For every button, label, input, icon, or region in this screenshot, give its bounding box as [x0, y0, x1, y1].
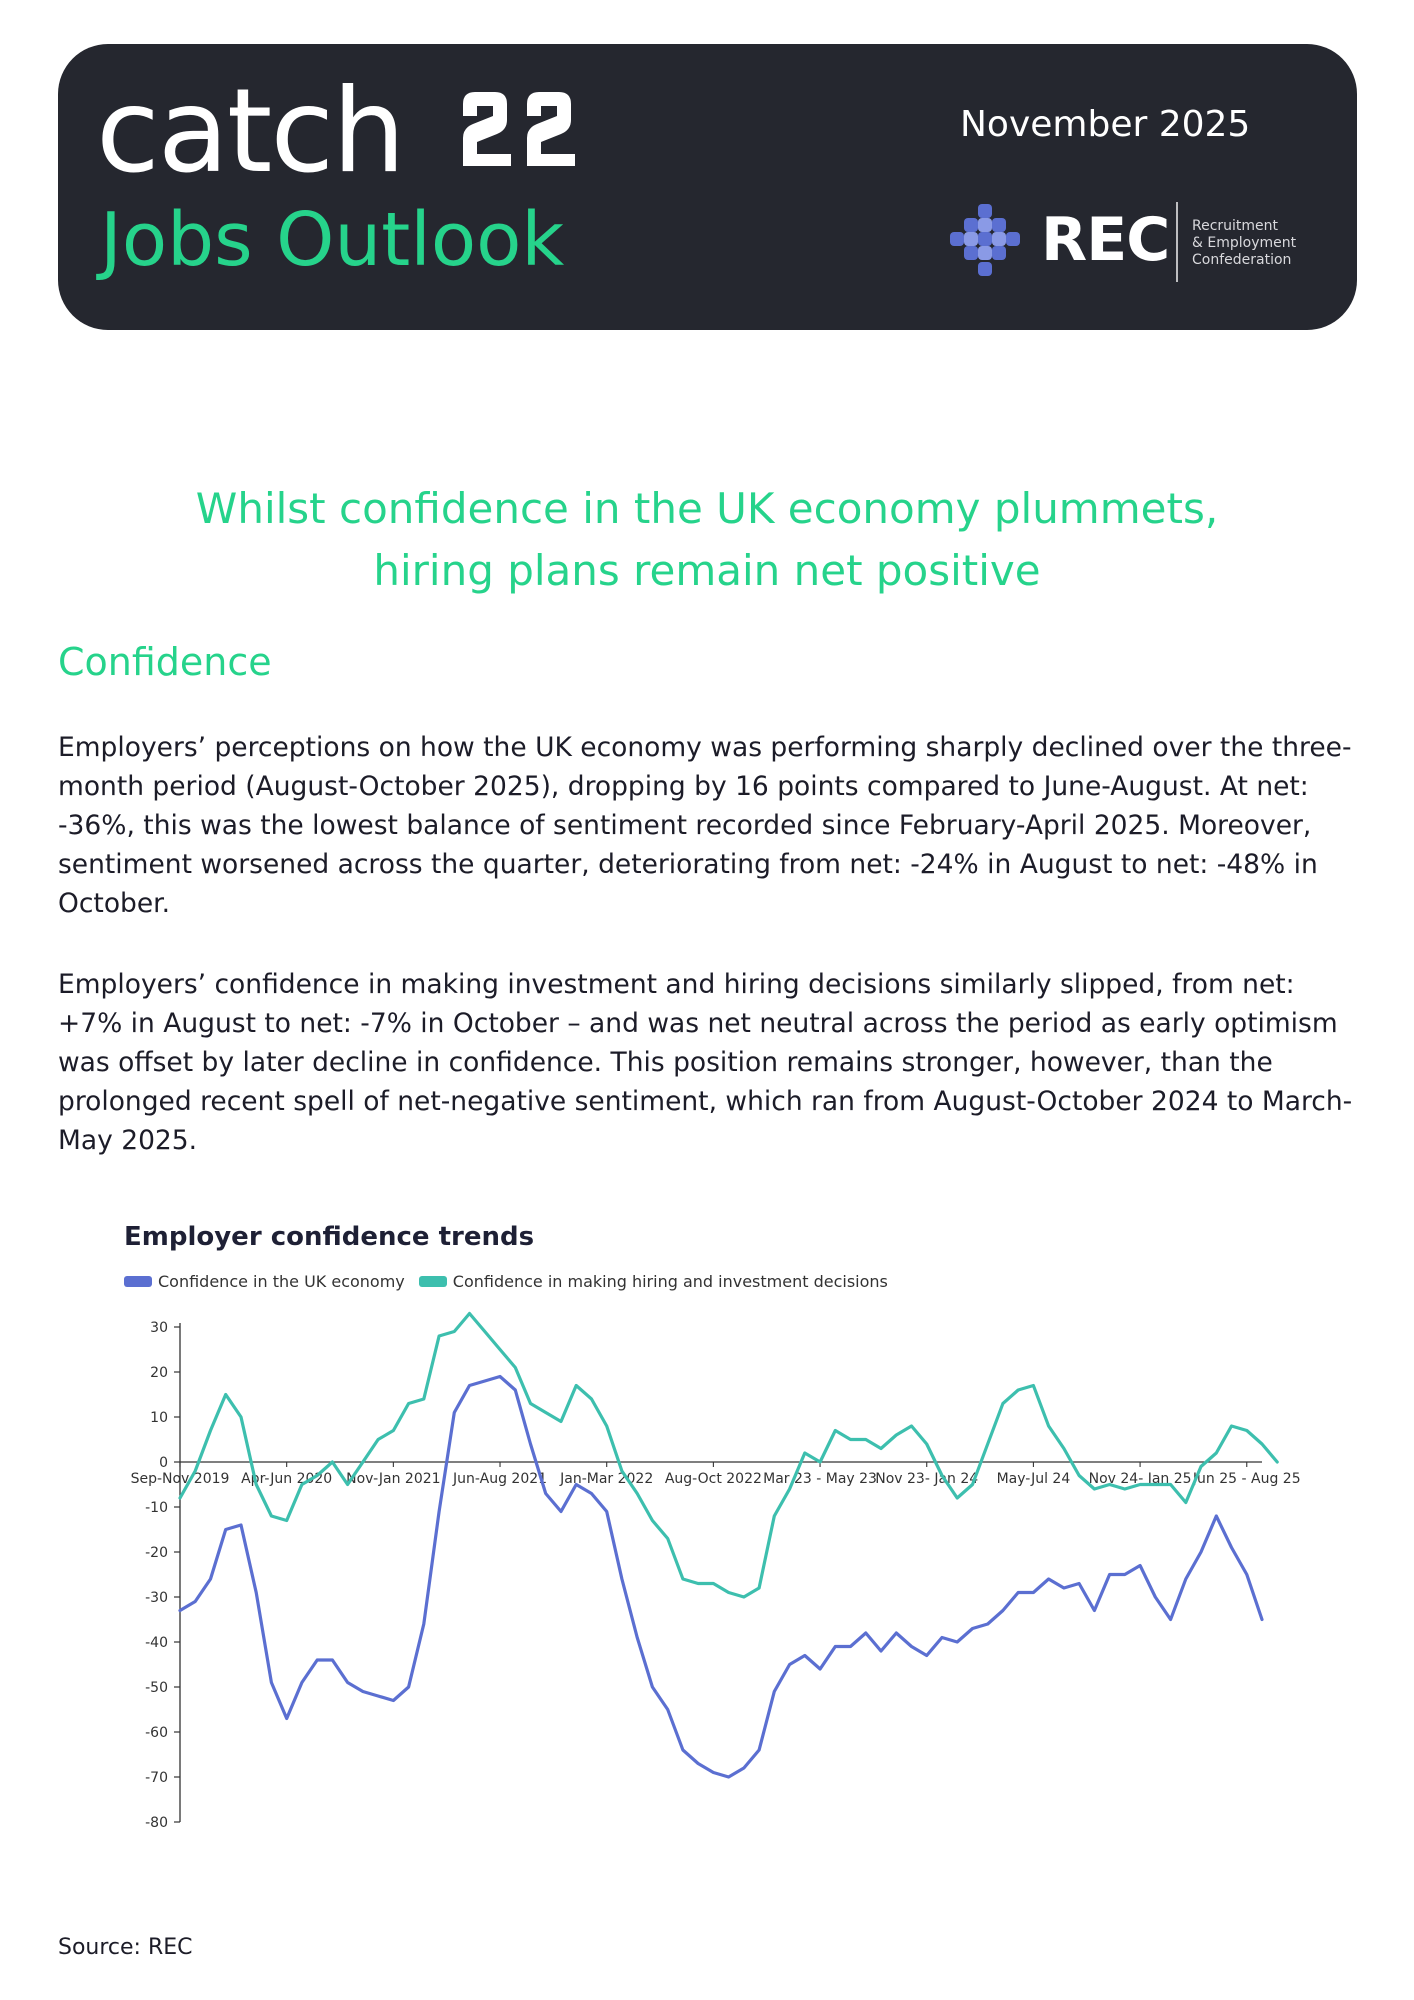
x-tick-label: Nov 23- Jan 24 [875, 1471, 979, 1487]
chart-title: Employer confidence trends [124, 1222, 535, 1252]
x-tick-label: Jan-Mar 2022 [560, 1471, 654, 1487]
rec-wordmark: REC [1041, 205, 1170, 275]
y-tick-label: -80 [145, 1815, 168, 1830]
y-tick-label: 10 [150, 1410, 168, 1426]
x-tick-label: Jun-Aug 2021 [453, 1471, 548, 1487]
x-tick-label: Nov-Jan 2021 [346, 1471, 441, 1487]
x-tick-label: May-Jul 24 [996, 1471, 1071, 1487]
y-tick-label: -70 [145, 1770, 168, 1786]
source-note: Source: REC [58, 1935, 193, 1960]
y-tick-label: -30 [145, 1590, 168, 1606]
headline [100, 478, 1314, 602]
y-tick-label: -40 [145, 1635, 168, 1651]
headline-line: hiring plans remain net positive [373, 546, 1041, 595]
x-tick-label: Nov 24- Jan 25 [1088, 1471, 1192, 1487]
rec-divider [1176, 202, 1178, 282]
legend-label: Confidence in making hiring and investment decisions [452, 1272, 888, 1291]
paragraph: Employers’ confidence in making investment and hiring decisions similarly slipped, from net: +7% in August to net: -7% in October – and was net neutral across the period as early optimism was offset by later decline in confidence. This position remains stronger, however, than the prolonged recent spell of net-negative sentiment, which ran from August-October 2024 to March-May 2025. [58, 969, 1353, 1156]
section-title: Confidence [58, 640, 272, 684]
y-tick-label: -10 [145, 1500, 168, 1516]
x-tick-label: Jun 25 - Aug 25 [1192, 1471, 1301, 1487]
legend-label: Confidence in the UK economy [158, 1272, 405, 1291]
y-tick-label: 20 [150, 1365, 168, 1381]
rec-fullname [1192, 218, 1296, 269]
x-tick-label: Mar 23 - May 23 [763, 1471, 877, 1487]
report-subtitle: Jobs Outlook [100, 197, 565, 283]
rec-fullname-line: Confederation [1192, 252, 1292, 268]
rec-fullname-line: & Employment [1192, 235, 1297, 251]
rec-fullname-line: Recruitment [1192, 218, 1279, 234]
line-chart [124, 1310, 1304, 1830]
legend-swatch-economy [124, 1276, 152, 1287]
x-tick-label: Aug-Oct 2022 [664, 1471, 762, 1487]
legend-item-hiring [419, 1272, 888, 1291]
legend-item-economy [124, 1272, 405, 1291]
rec-logo-icon [948, 200, 1032, 284]
y-tick-label: -50 [145, 1680, 168, 1696]
legend-swatch-hiring [419, 1276, 447, 1287]
y-tick-label: 30 [150, 1320, 168, 1336]
x-tick-label: Apr-Jun 2020 [241, 1471, 333, 1487]
y-tick-label: -60 [145, 1725, 168, 1741]
chart-legend [124, 1272, 888, 1291]
series-line-economy [180, 1377, 1262, 1778]
brand-wordmark: catch [96, 64, 404, 199]
catch22-logo-icon [457, 86, 585, 170]
y-tick-label: -20 [145, 1545, 168, 1561]
report-date: November 2025 [960, 104, 1251, 145]
x-tick-label: Sep-Nov 2019 [130, 1471, 230, 1487]
paragraph: Employers’ perceptions on how the UK economy was performing sharply declined over the three-month period (August-October 2025), dropping by 16 points compared to June-August. At net: -36%, this was the lowest balance of sentiment recorded since February-April 2025. Moreover, sentiment worsened across the quarter, deteriorating from net: -24% in August to net: -48% in October. [58, 732, 1352, 919]
y-tick-label: 0 [159, 1455, 168, 1471]
series-line-hiring [180, 1314, 1277, 1598]
headline-line: Whilst confidence in the UK economy plummets, [195, 484, 1219, 533]
